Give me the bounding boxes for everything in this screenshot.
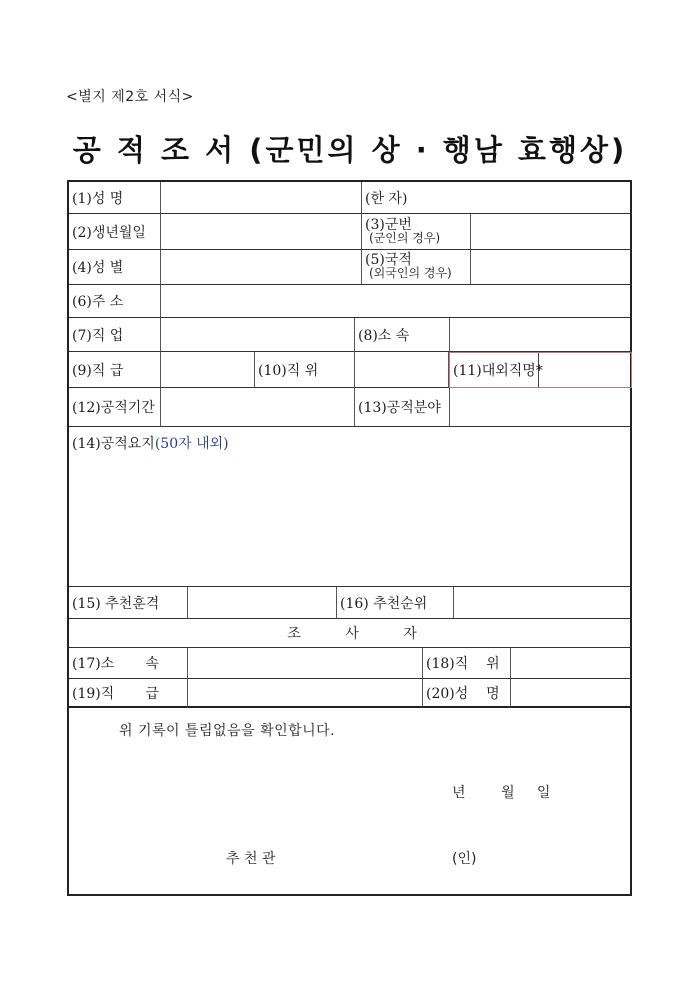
external-title-field[interactable]: [538, 352, 632, 388]
grade-label: (9)직 급: [69, 352, 161, 388]
address-field[interactable]: [161, 285, 632, 318]
position-label: (10)직 위: [255, 352, 355, 388]
gender-field[interactable]: [161, 250, 362, 285]
external-title-label: (11)대외직명*: [449, 352, 539, 388]
merit-summary-area[interactable]: [69, 427, 632, 587]
nationality-field[interactable]: [471, 250, 632, 285]
merit-summary-hint: (50자 내외): [154, 436, 229, 452]
military-no-label-text: (3)군번: [365, 216, 412, 233]
occupation-label: (7)직 업: [69, 318, 161, 352]
affiliation-field[interactable]: [450, 318, 632, 352]
investigator-position-label: (18)직 위: [423, 648, 511, 679]
military-no-sublabel: (군인의 경우): [369, 230, 441, 245]
recommended-award-field[interactable]: [188, 587, 337, 619]
address-label: (6)주 소: [69, 285, 161, 318]
investigator-name-label: (20)성 명: [423, 679, 511, 708]
nationality-label: [362, 250, 471, 285]
recommender-label: 추 천 관: [226, 851, 276, 867]
affiliation-label: (8)소 속: [355, 318, 450, 352]
name-label: (1)성 명: [69, 182, 161, 214]
investigator-heading: 조 사 자: [69, 619, 632, 648]
page-title: 공 적 조 서 (군민의 상 · 행남 효행상): [72, 133, 628, 167]
confirmation-statement: 위 기록이 틀림없음을 확인합니다.: [119, 723, 336, 739]
investigator-affiliation-field[interactable]: [188, 648, 423, 679]
gender-label: (4)성 별: [69, 250, 161, 285]
investigator-affiliation-label: (17)소 속: [69, 648, 188, 679]
birthdate-label: (2)생년월일: [69, 214, 161, 250]
merit-summary-label: (14)공적요지: [72, 436, 155, 452]
investigator-name-field[interactable]: [511, 679, 632, 708]
nationality-sublabel: (외국인의 경우): [369, 266, 452, 280]
form-number-note: <별지 제2호 서식>: [66, 89, 194, 105]
name-field[interactable]: [161, 182, 362, 214]
occupation-field[interactable]: [161, 318, 355, 352]
investigator-grade-field[interactable]: [188, 679, 423, 708]
recommend-rank-label: (16) 추천순위: [337, 587, 454, 619]
merit-field-label: (13)공적분야: [355, 388, 450, 427]
recommend-rank-field[interactable]: [454, 587, 632, 619]
merit-form-table: [67, 180, 632, 896]
hanja-label: (한 자): [362, 182, 632, 214]
investigator-grade-label: (19)직 급: [69, 679, 188, 708]
merit-period-field[interactable]: [161, 388, 355, 427]
military-no-label: [362, 214, 471, 250]
recommended-award-label: (15) 추천훈격: [69, 587, 188, 619]
seal-mark: (인): [452, 851, 477, 867]
position-field[interactable]: [355, 352, 449, 388]
birthdate-field[interactable]: [161, 214, 362, 250]
investigator-position-field[interactable]: [511, 648, 632, 679]
military-no-field[interactable]: [471, 214, 632, 250]
grade-field[interactable]: [161, 352, 255, 388]
date-line: 년 월 일: [452, 785, 551, 801]
nationality-label-text: (5)국적: [365, 252, 412, 268]
merit-period-label: (12)공적기간: [69, 388, 161, 427]
merit-field-field[interactable]: [450, 388, 632, 427]
